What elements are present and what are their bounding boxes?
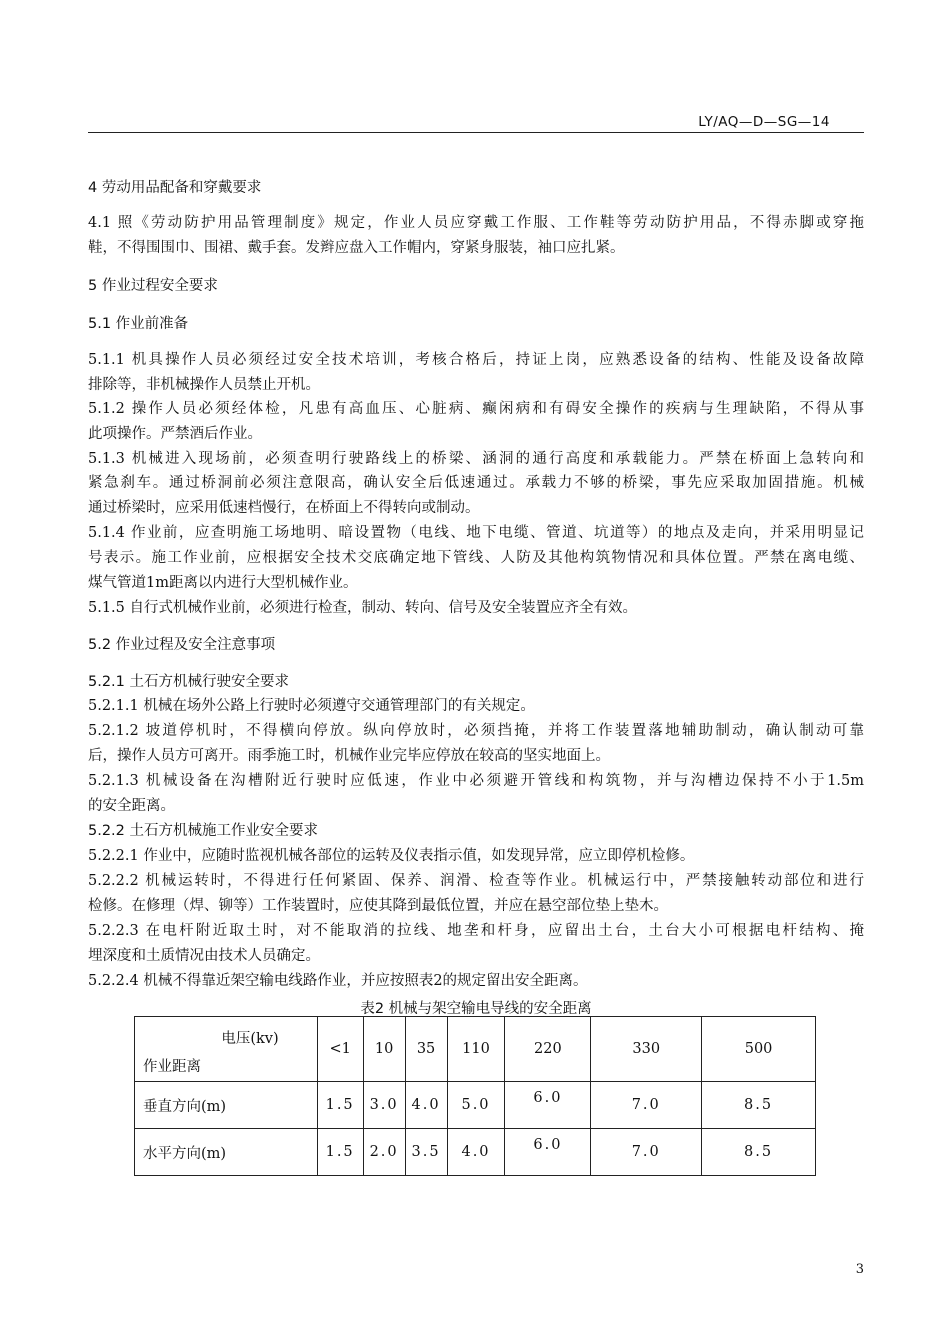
distance-value-cell: 1.5: [317, 1129, 363, 1176]
para-5-1-4-line-3: 煤气管道1m距离以内进行大型机械作业。: [88, 575, 358, 591]
distance-value-cell: 8.5: [702, 1082, 816, 1129]
distance-value-cell: 8.5: [702, 1129, 816, 1176]
table-row-vertical: [135, 1082, 816, 1129]
para-5-1-1-line-2: 排除等，非机械操作人员禁止开机。: [88, 377, 320, 393]
para-5-1-5: 5.1.5 自行式机械作业前，必须进行检查，制动、转向、信号及安全装置应齐全有效。: [88, 600, 638, 616]
distance-value-cell: 4.0: [405, 1082, 447, 1129]
para-4-1-line-1: 4.1 照《劳动防护用品管理制度》规定，作业人员应穿戴工作服、工作鞋等劳动防护用品，不得赤脚或穿拖: [88, 215, 864, 231]
para-5-2-2-4: 5.2.2.4 机械不得靠近架空输电线路作业，并应按照表2的规定留出安全距离。: [88, 973, 588, 989]
voltage-header-cell: 35: [405, 1017, 447, 1082]
distance-value-cell: 7.0: [591, 1129, 702, 1176]
distance-value-cell: 3.5: [405, 1129, 447, 1176]
para-5-1-2-line-2: 此项操作。严禁酒后作业。: [88, 426, 262, 442]
distance-value-text: 6.0: [533, 1090, 563, 1106]
table-header-row: [135, 1017, 816, 1082]
distance-value-cell: 1.5: [317, 1082, 363, 1129]
distance-value-cell: 2.0: [363, 1129, 405, 1176]
para-5-1-3-line-1: 5.1.3 机械进入现场前，必须查明行驶路线上的桥梁、涵洞的通行高度和承载能力。严禁在桥面上急转向和: [88, 451, 864, 467]
document-code: LY/AQ—D—SG—14: [698, 114, 830, 130]
para-5-2-1-3-line-2: 的安全距离。: [88, 798, 175, 814]
para-5-2-2-3-line-1: 5.2.2.3 在电杆附近取土时，对不能取消的拉线、地垄和杆身，应留出土台，土台大小可根据电杆结构、掩: [88, 923, 864, 939]
voltage-header-cell: <1: [317, 1017, 363, 1082]
para-5-1-3-line-2: 紧急刹车。通过桥洞前必须注意限高，确认安全后低速通过。承载力不够的桥梁，事先应采取加固措施。机械: [88, 475, 864, 491]
para-5-2-1-3-line-1: 5.2.1.3 机械设备在沟槽附近行驶时应低速，作业中必须避开管线和构筑物，并与沟槽边保持不小于1.5m: [88, 773, 864, 789]
section-4-title: 4 劳动用品配备和穿戴要求: [88, 180, 262, 196]
distance-value-cell: [505, 1082, 591, 1129]
para-5-1-1-line-1: 5.1.1 机具操作人员必须经过安全技术培训，考核合格后，持证上岗，应熟悉设备的结构、性能及设备故障: [88, 352, 864, 368]
page-number: 3: [855, 1262, 864, 1277]
voltage-header-cell: 330: [591, 1017, 702, 1082]
header-rule: [88, 132, 864, 133]
para-5-2-1-1: 5.2.1.1 机械在场外公路上行驶时必须遵守交通管理部门的有关规定。: [88, 698, 535, 714]
row-label-cell: 水平方向(m): [135, 1129, 318, 1176]
para-5-1-2-line-1: 5.1.2 操作人员必须经体检，凡患有高血压、心脏病、癫闲病和有碍安全操作的疾病与生理缺陷，不得从事: [88, 401, 864, 417]
voltage-header-cell: 500: [702, 1017, 816, 1082]
para-5-2-2-2-line-1: 5.2.2.2 机械运转时，不得进行任何紧固、保养、润滑、检查等作业。机械运行中，严禁接触转动部位和进行: [88, 873, 864, 889]
table-corner-cell: [135, 1017, 318, 1082]
para-5-2-2-2-line-2: 检修。在修理（焊、铆等）工作装置时，应使其降到最低位置，并应在悬空部位垫上垫木。: [88, 898, 668, 914]
distance-value-cell: 4.0: [447, 1129, 505, 1176]
distance-value-cell: 7.0: [591, 1082, 702, 1129]
section-5-2-2-title: 5.2.2 土石方机械施工作业安全要求: [88, 823, 319, 839]
voltage-header-cell: 220: [505, 1017, 591, 1082]
para-5-2-2-3-line-2: 埋深度和土质情况由技术人员确定。: [88, 948, 320, 964]
para-5-2-1-2-line-2: 后，操作人员方可离开。雨季施工时，机械作业完毕应停放在较高的坚实地面上。: [88, 748, 610, 764]
distance-value-cell: 3.0: [363, 1082, 405, 1129]
safety-distance-table: [134, 1016, 816, 1176]
table-caption: 表2 机械与架空输电导线的安全距离: [360, 1001, 592, 1017]
section-5-2-title: 5.2 作业过程及安全注意事项: [88, 637, 276, 653]
voltage-header-cell: 110: [447, 1017, 505, 1082]
section-5-1-title: 5.1 作业前准备: [88, 316, 189, 332]
voltage-axis-label: 电压(kv): [221, 1031, 279, 1047]
para-5-1-3-line-3: 通过桥梁时，应采用低速档慢行，在桥面上不得转向或制动。: [88, 500, 480, 516]
distance-value-cell: 5.0: [447, 1082, 505, 1129]
distance-value-text: 6.0: [533, 1137, 563, 1153]
section-5-2-1-title: 5.2.1 土石方机械行驶安全要求: [88, 674, 290, 690]
row-label-cell: 垂直方向(m): [135, 1082, 318, 1129]
table-row-horizontal: [135, 1129, 816, 1176]
section-5-title: 5 作业过程安全要求: [88, 278, 218, 294]
distance-axis-label: 作业距离: [143, 1059, 201, 1075]
para-5-1-4-line-1: 5.1.4 作业前，应查明施工场地明、暗设置物（电线、地下电缆、管道、坑道等）的地点及走向，并采用明显记: [88, 525, 864, 541]
para-5-2-2-1: 5.2.2.1 作业中，应随时监视机械各部位的运转及仪表指示值，如发现异常，应立即停机检修。: [88, 848, 695, 864]
para-4-1-line-2: 鞋，不得围围巾、围裙、戴手套。发辫应盘入工作帽内，穿紧身服装，袖口应扎紧。: [88, 240, 625, 256]
voltage-header-cell: 10: [363, 1017, 405, 1082]
para-5-1-4-line-2: 号表示。施工作业前，应根据安全技术交底确定地下管线、人防及其他构筑物情况和具体位置。严禁在离电缆、: [88, 550, 864, 566]
para-5-2-1-2-line-1: 5.2.1.2 坡道停机时，不得横向停放。纵向停放时，必须挡掩，并将工作装置落地辅助制动，确认制动可靠: [88, 723, 864, 739]
distance-value-cell: [505, 1129, 591, 1176]
